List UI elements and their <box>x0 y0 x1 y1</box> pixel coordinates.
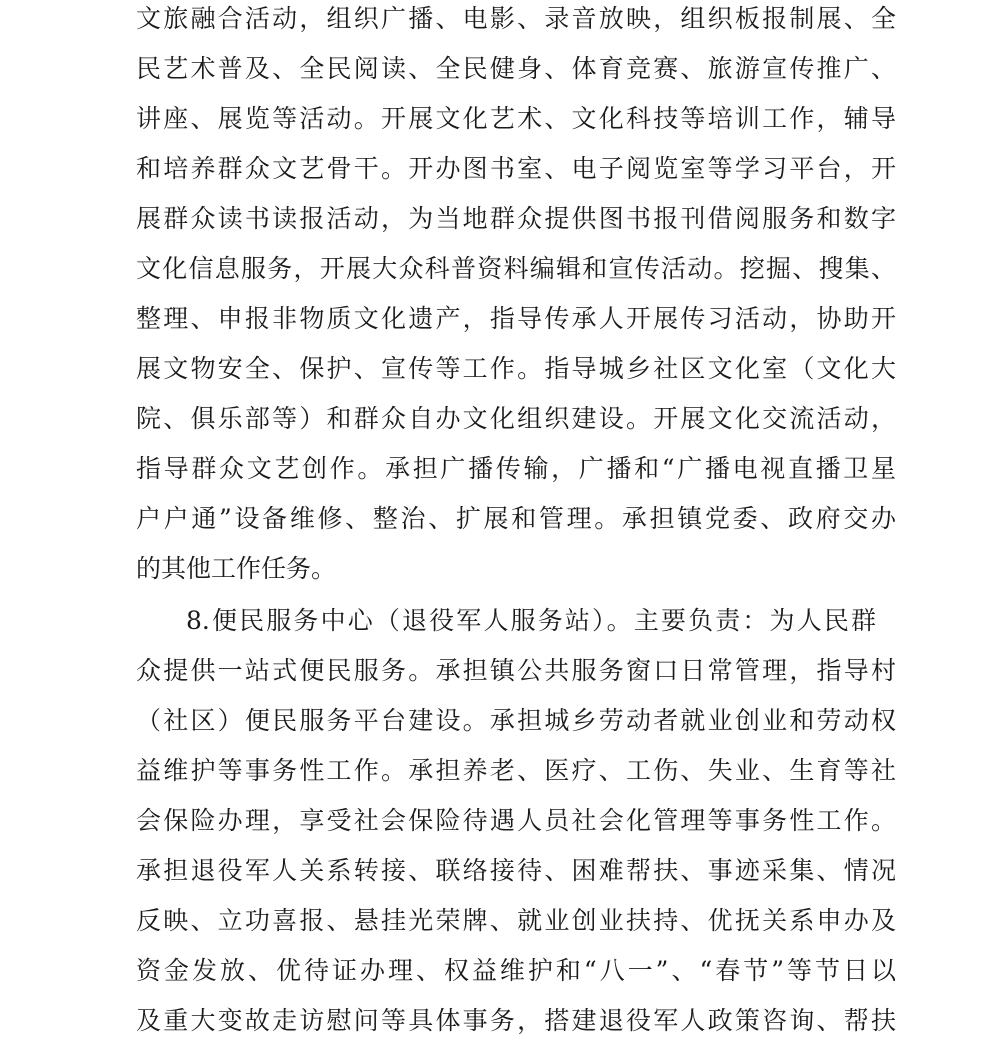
text-line: 展群众读书读报活动，为当地群众提供图书报刊借阅服务和数字 <box>136 204 896 233</box>
text-line: 文化信息服务，开展大众科普资料编辑和宣传活动。挖掘、搜集、 <box>136 254 896 283</box>
text-line: 资金发放、优待证办理、权益维护和“八一”、“春节”等节日以 <box>136 956 896 985</box>
text-line: 展文物安全、保护、宣传等工作。指导城乡社区文化室（文化大 <box>136 354 896 383</box>
text-line: 众提供一站式便民服务。承担镇公共服务窗口日常管理，指导村 <box>136 656 896 685</box>
text-line: 户户通”设备维修、整治、扩展和管理。承担镇党委、政府交办 <box>136 504 896 533</box>
text-line: 反映、立功喜报、悬挂光荣牌、就业创业扶持、优抚关系申办及 <box>136 906 896 935</box>
text-line: 承担退役军人关系转接、联络接待、困难帮扶、事迹采集、情况 <box>136 856 896 885</box>
text-line: 的其他工作任务。 <box>136 554 337 583</box>
text-line: 民艺术普及、全民阅读、全民健身、体育竞赛、旅游宣传推广、 <box>136 54 896 83</box>
text-line: 会保险办理，享受社会保险待遇人员社会化管理等事务性工作。 <box>136 806 896 835</box>
text-line: 院、俱乐部等）和群众自办文化组织建设。开展文化交流活动， <box>136 404 896 433</box>
paragraph-heading-line: 8.便民服务中心（退役军人服务站）。主要负责：为人民群 <box>186 606 876 635</box>
text-line: 讲座、展览等活动。开展文化艺术、文化科技等培训工作，辅导 <box>136 104 896 133</box>
text-line: 和培养群众文艺骨干。开办图书室、电子阅览室等学习平台，开 <box>136 154 896 183</box>
text-line: （社区）便民服务平台建设。承担城乡劳动者就业创业和劳动权 <box>136 706 896 735</box>
text-line: 整理、申报非物质文化遗产，指导传承人开展传习活动，协助开 <box>136 304 896 333</box>
text-line: 益维护等事务性工作。承担养老、医疗、工伤、失业、生育等社 <box>136 756 896 785</box>
text-line: 指导群众文艺创作。承担广播传输，广播和“广播电视直播卫星 <box>136 454 896 483</box>
text-line: 文旅融合活动，组织广播、电影、录音放映，组织板报制展、全 <box>136 4 896 33</box>
text-line: 及重大变故走访慰问等具体事务，搭建退役军人政策咨询、帮扶 <box>136 1006 896 1035</box>
